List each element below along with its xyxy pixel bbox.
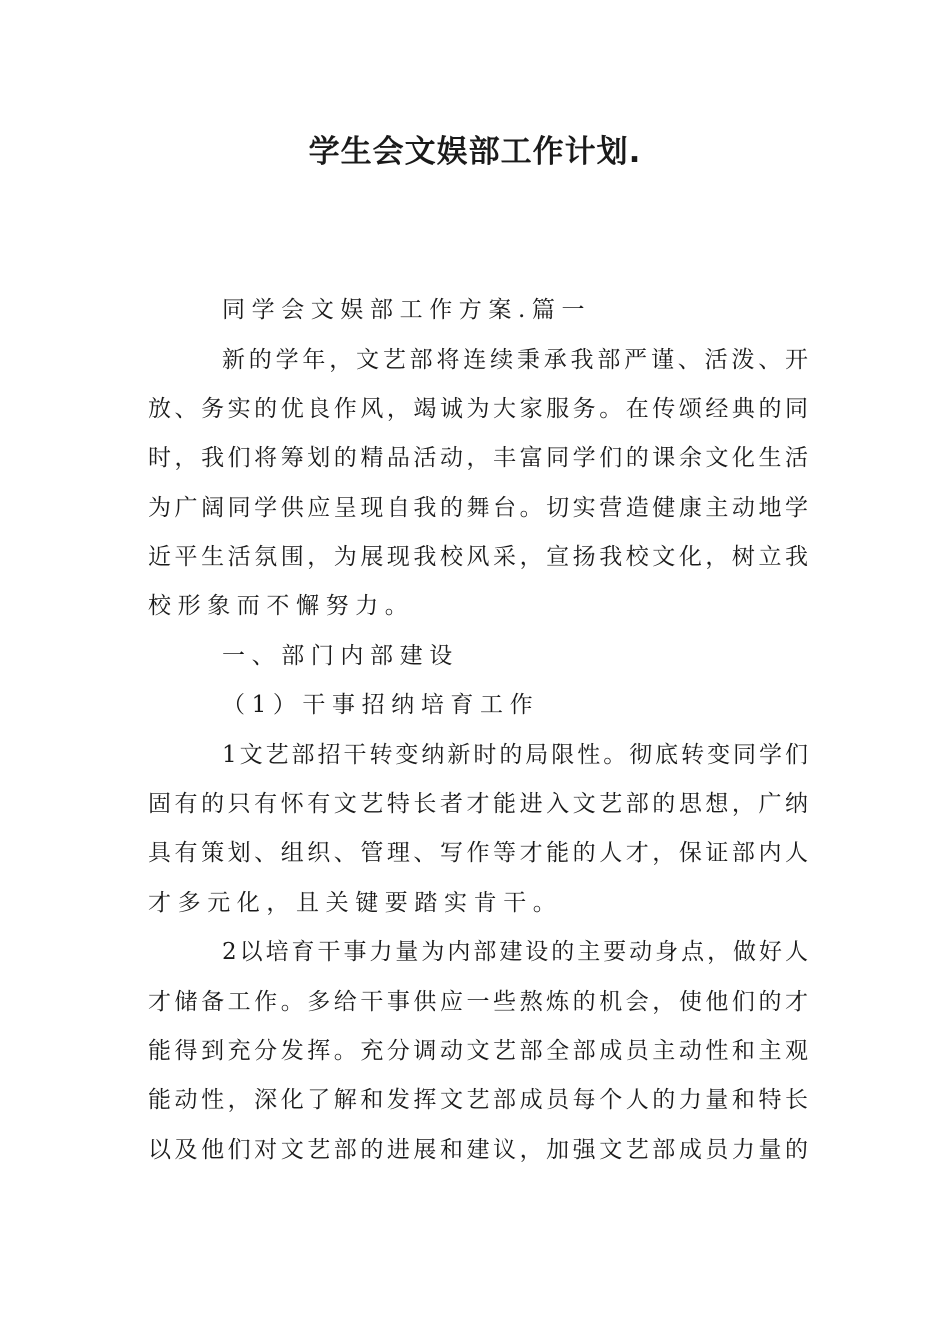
paragraph-line: 校形象而不懈努力。 xyxy=(148,593,415,619)
paragraph-line: 新的学年，文艺部将连续秉承我部严谨、活泼、开 xyxy=(222,347,808,373)
section-heading: 一、部门内部建设 xyxy=(222,643,459,669)
paragraph-line: 2以培育干事力量为内部建设的主要动身点，做好人 xyxy=(222,939,808,965)
section-heading: 同学会文娱部工作方案.篇一 xyxy=(222,297,592,323)
paragraph-line: 能得到充分发挥。充分调动文艺部全部成员主动性和主观 xyxy=(148,1038,808,1064)
paragraph-line: 才多元化，且关键要踏实肯干。 xyxy=(148,890,563,916)
paragraph-line: 以及他们对文艺部的进展和建议，加强文艺部成员力量的 xyxy=(148,1137,808,1163)
paragraph-line: 放、务实的优良作风，竭诚为大家服务。在传颂经典的同 xyxy=(148,396,808,422)
paragraph-line: 时，我们将筹划的精品活动，丰富同学们的课余文化生活 xyxy=(148,445,808,471)
paragraph-line: 为广阔同学供应呈现自我的舞台。切实营造健康主动地学 xyxy=(148,495,808,521)
paragraph-line: 才储备工作。多给干事供应一些熬炼的机会，使他们的才 xyxy=(148,989,808,1015)
paragraph-line: 近平生活氛围，为展现我校风采，宣扬我校文化，树立我 xyxy=(148,544,808,570)
paragraph-line: 能动性，深化了解和发挥文艺部成员每个人的力量和特长 xyxy=(148,1087,808,1113)
paragraph-line: 1文艺部招干转变纳新时的局限性。彻底转变同学们 xyxy=(222,742,808,768)
document-title: 学生会文娱部工作计划. xyxy=(308,134,642,170)
paragraph-line: 具有策划、组织、管理、写作等才能的人才，保证部内人 xyxy=(148,840,808,866)
paragraph-line: 固有的只有怀有文艺特长者才能进入文艺部的思想，广纳 xyxy=(148,791,808,817)
subsection-heading: （1）干事招纳培育工作 xyxy=(222,692,540,718)
